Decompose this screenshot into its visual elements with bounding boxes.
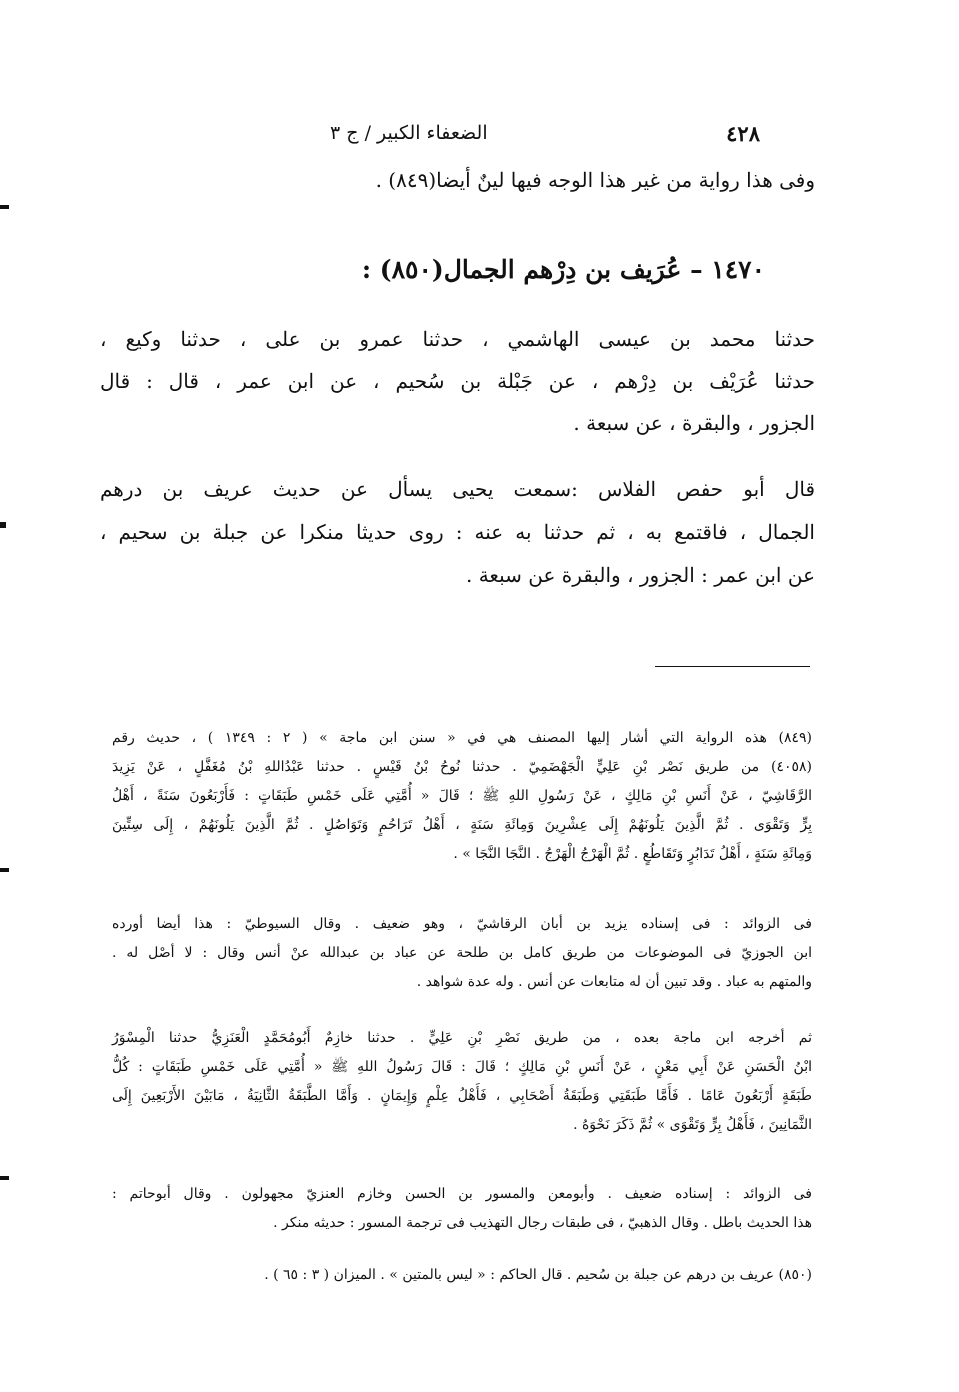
- footnote-line: بِرٍّ وَتَقْوَى . ثُمَّ الَّذِينَ يَلُونَهُمْ إِلَى عِشْرِينَ وَمِائَةِ سَنَةٍ ، أَهْلُ تَرَاحُمٍ وَتَوَاصُلٍ . ثُمَّ الَّذِينَ يَلُونَهُمْ ، إِلَى سِتِّينَ: [112, 817, 812, 833]
- paragraph-line: حدثنا عُرَيْف بن دِرْهم ، عن جَبْلة بن سُحيم ، عن ابن عمر ، قال : قال: [100, 369, 815, 393]
- footnote-line: ثم أخرجه ابن ماجة بعده ، من طريق نَصْرِ بْنِ عَلِيٍّ . حدثنا خازِمٌ أَبُومُحَمَّدٍ الْعَنَزِيُّ حدثنا الْمِسْوَرُ: [112, 1030, 812, 1046]
- entry-heading-text: ١٤٧٠ – عُرَيف بن دِرْهم الجمال(٨٥٠) :: [361, 255, 765, 284]
- footnote-zawaid-2: [112, 1024, 812, 1140]
- binding-mark: [0, 868, 9, 872]
- paragraph-line: حدثنا محمد بن عيسى الهاشمي ، حدثنا عمرو بن على ، حدثنا وكيع ،: [100, 327, 815, 351]
- footnote-line: هذا الحديث باطل . وقال الذهبيّ ، فى طبقات رجال التهذيب فى ترجمة المسور : حديثه منكر .: [273, 1215, 812, 1231]
- paragraph-line: الجمال ، فاقتمع به ، ثم حدثنا به عنه : روى حديثا منكرا عن جبلة بن سحيم ،: [100, 520, 815, 544]
- binding-mark: [0, 205, 9, 209]
- isnad-paragraph: [100, 318, 815, 444]
- binding-mark: [0, 1176, 9, 1180]
- footnote-850: [112, 1261, 812, 1290]
- page-header: [330, 118, 760, 148]
- footnote-separator: [655, 666, 810, 667]
- footnote-line: ابْنُ الْحَسَنِ عَنْ أَبِي مَعْنٍ ، عَنْ أَنَسِ بْنِ مَالِكٍ ؛ قَالَ : قَالَ رَسُولُ اللهِ ﷺ « أُمَّتِي عَلَى خَمْسِ طَبَقَاتٍ : كُلُّ: [112, 1059, 812, 1075]
- page-number: ٤٢٨: [726, 120, 760, 146]
- paragraph-line: قال أبو حفص الفلاس :سمعت يحيى يسأل عن حديث عريف بن درهم: [100, 477, 815, 501]
- intro-line: [100, 168, 815, 192]
- binding-mark: [0, 522, 6, 528]
- running-title: الضعفاء الكبير / ج ٣: [330, 122, 488, 144]
- footnote-line: وَمِائَةِ سَنَةٍ ، أَهْلُ تَدَابُرٍ وَتَقَاطُعٍ . ثُمَّ الْهَرْجُ الْهَرْجُ . النَّجَا النَّجَا » .: [453, 846, 812, 862]
- footnote-line: (٨٤٩) هذه الرواية التي أشار إليها المصنف هي في « سنن ابن ماجة » ( ٢ : ١٣٤٩ ) ، حديث رقم: [112, 730, 812, 746]
- commentary-paragraph: [100, 468, 815, 597]
- footnote-line: فى الزوائد : إسناده ضعيف . وأبومعن والمسور بن الحسن وخازم العنزيّ مجهولون . وقال أبوحاتم :: [112, 1186, 812, 1202]
- footnote-zawaid-3: [112, 1180, 812, 1238]
- footnote-line: (٨٥٠) عريف بن درهم عن جبلة بن سُحيم . قال الحاكم : « ليس بالمتين » . الميزان ( ٣ : ٦٥ ) .: [264, 1267, 812, 1283]
- footnote-849: [112, 724, 812, 869]
- paragraph-line: عن ابن عمر : الجزور ، والبقرة عن سبعة .: [465, 563, 815, 587]
- footnote-line: الثَّمَانِينَ ، فَأَهْلُ بِرٍّ وَتَقْوَى » ثُمَّ ذَكَرَ نَحْوَهُ .: [573, 1117, 812, 1133]
- footnote-line: الرَّقَاشِيّ ، عَنْ أَنَسِ بْنِ مَالِكٍ ، عَنْ رَسُولِ اللهِ ﷺ ؛ قَالَ « أُمَّتِي عَلَى خَمْسِ طَبَقَاتٍ : فَأَرْبَعُونَ سَنَةً ، أَهْلُ: [112, 788, 812, 804]
- footnote-line: (٤٠٥٨) من طريق نَصْر بْنِ عَلِيٍّ الْجَهْضَمِيّ . حدثنا نُوحُ بْنُ قَيْسٍ . حدثنا عَبْدُاللهِ بْنُ مُغَفَّلٍ ، عَنْ يَزِيدَ: [112, 759, 812, 775]
- intro-text: وفى هذا رواية من غير هذا الوجه فيها لينٌ أيضا(٨٤٩) .: [375, 168, 815, 192]
- footnote-line: والمتهم به عباد . وقد تبين أن له متابعات عن أنس . وله عدة شواهد .: [416, 974, 812, 990]
- footnote-line: فى الزوائد : فى إسناده يزيد بن أبان الرقاشيّ ، وهو ضعيف . وقال السيوطيّ : هذا أيضا أورده: [112, 916, 812, 932]
- footnote-line: طَبَقَةٍ أَرْبَعُونَ عَامًا . فَأَمَّا طَبَقَتِي وَطَبَقَةُ أَصْحَابِي ، فَأَهْلُ عِلْمٍ وَإِيمَانٍ . وَأَمَّا الطَّبَقَةُ الثَّانِيَةُ ، مَابَيْنَ الأَرْبَعِينَ إِلَى: [112, 1088, 812, 1104]
- footnote-line: ابن الجوزيّ فى الموضوعات من طريق كامل بن طلحة عن عباد بن عبدالله عنْ أنس وقال : لا أصْل له .: [112, 945, 812, 961]
- footnote-zawaid-1: [112, 910, 812, 997]
- entry-heading: [245, 255, 765, 284]
- paragraph-line: الجزور ، والبقرة ، عن سبعة .: [573, 411, 815, 435]
